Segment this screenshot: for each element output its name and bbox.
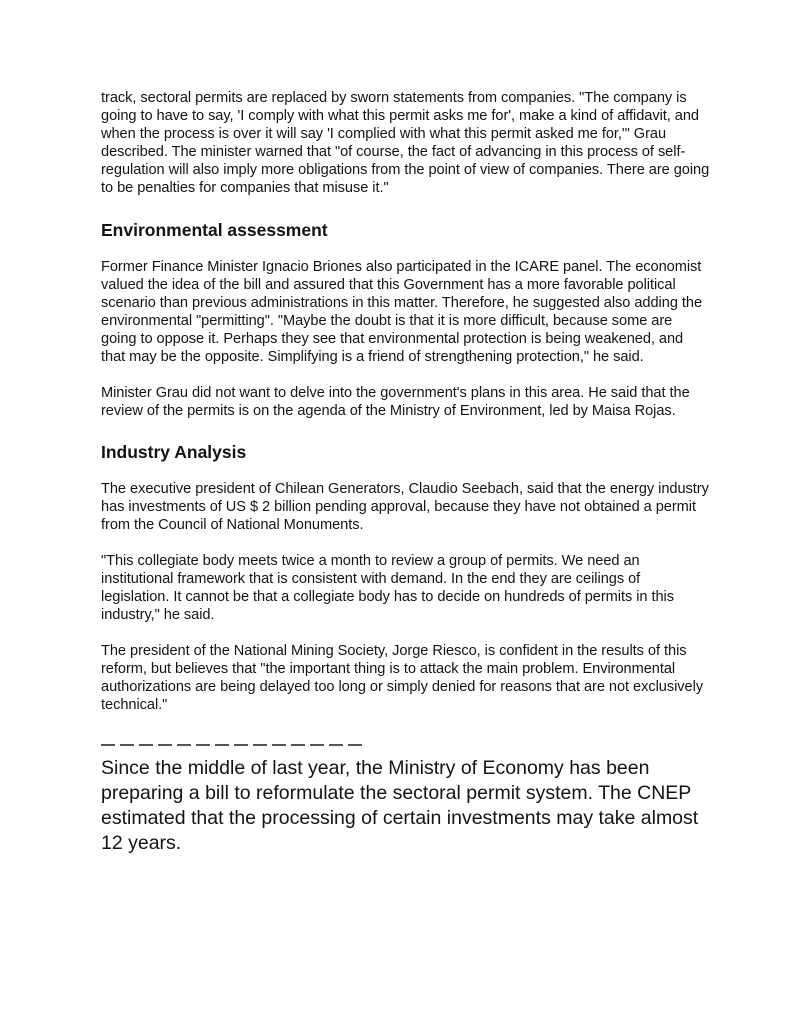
body-paragraph: The president of the National Mining Society, Jorge Riesco, is confident in the results of this reform, but believes that "the important thing is to attack the main problem. Environmental authorizations are being delayed too long or simply denied for reasons that are not exclusively technical.": [101, 643, 704, 713]
separator-dash: [234, 744, 248, 746]
body-paragraph: Minister Grau did not want to delve into the government's plans in this area. He said that the review of the permits is on the agenda of the Ministry of Environment, led by Maisa Rojas.: [101, 385, 690, 419]
separator-dash: [139, 744, 153, 746]
separator-dash: [272, 744, 286, 746]
separator-dash: [196, 744, 210, 746]
document-page: [101, 89, 711, 856]
separator-dash: [348, 744, 362, 746]
section-heading: Industry Analysis: [101, 442, 247, 462]
separator-dash: [215, 744, 229, 746]
separator-dash: [310, 744, 324, 746]
intro-paragraph: track, sectoral permits are replaced by sworn statements from companies. "The company is going to have to say, 'I comply with what this permit asks me for', make a kind of affidavit, and when the process is over it will say 'I complied with what this permit asked me for,'" Grau described. The minister warned that "of course, the fact of advancing in this process of self-regulation will also imply more obligations from the point of view of companies. There are going to be penalties for companies that misuse it.": [101, 90, 710, 196]
separator-dash: [177, 744, 191, 746]
separator-dash: [120, 744, 134, 746]
dashed-separator: [101, 740, 711, 750]
footnote-paragraph: Since the middle of last year, the Ministry of Economy has been preparing a bill to reformulate the sectoral permit system. The CNEP estimated that the processing of certain investments may take almost 12 years.: [101, 757, 699, 854]
body-paragraph: The executive president of Chilean Generators, Claudio Seebach, said that the energy industry has investments of US $ 2 billion pending approval, because they have not obtained a permit from the Council of National Monuments.: [101, 481, 709, 533]
separator-dash: [101, 744, 115, 746]
body-paragraph: Former Finance Minister Ignacio Briones also participated in the ICARE panel. The economist valued the idea of the bill and assured that this Government has a more favorable political scenario than previous administrations in this matter. Therefore, he suggested also adding the environmental "permitting". "Maybe the doubt is that it is more difficult, because some are going to oppose it. Perhaps they see that environmental protection is being weakened, and that may be the opposite. Simplifying is a friend of strengthening protection," he said.: [101, 259, 703, 365]
separator-dash: [158, 744, 172, 746]
separator-dash: [253, 744, 267, 746]
body-paragraph: "This collegiate body meets twice a month to review a group of permits. We need an institutional framework that is consistent with demand. In the end they are ceilings of legislation. It cannot be that a collegiate body has to decide on hundreds of permits in this industry," he said.: [101, 553, 674, 623]
section-industry-analysis: [101, 441, 711, 714]
separator-dash: [291, 744, 305, 746]
section-environmental-assessment: [101, 219, 711, 420]
section-heading: Environmental assessment: [101, 220, 328, 240]
separator-dash: [329, 744, 343, 746]
